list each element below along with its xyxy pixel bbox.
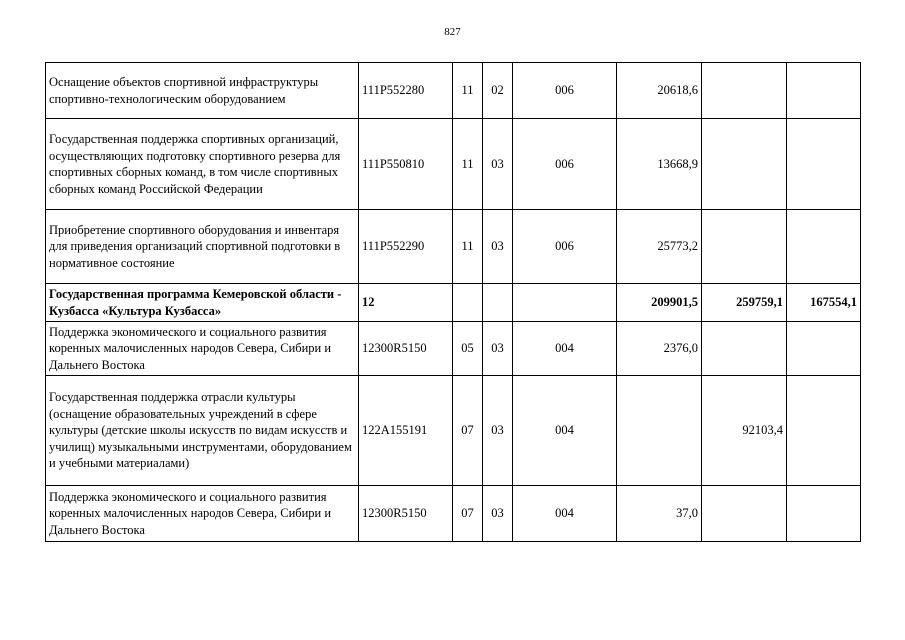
amount-2-cell [702, 210, 787, 284]
expense-type-cell: 006 [513, 119, 617, 210]
subsection-cell: 03 [483, 210, 513, 284]
subsection-cell: 03 [483, 119, 513, 210]
table-row [46, 322, 861, 376]
amount-2-cell [702, 486, 787, 542]
subsection-cell [483, 284, 513, 322]
table-row [46, 210, 861, 284]
amount-3-cell [787, 210, 861, 284]
amount-2-cell: 92103,4 [702, 376, 787, 486]
target-code-cell: 12 [359, 284, 453, 322]
amount-1-cell: 209901,5 [617, 284, 702, 322]
budget-table [45, 62, 861, 542]
target-code-cell: 111P552280 [359, 63, 453, 119]
amount-2-cell [702, 63, 787, 119]
table-row [46, 63, 861, 119]
amount-2-cell: 259759,1 [702, 284, 787, 322]
budget-table-body [46, 63, 861, 542]
program-name-cell: Приобретение спортивного оборудования и инвентаря для приведения организаций спортивной подготовки в нормативное состояние [46, 210, 359, 284]
target-code-cell: 12300R5150 [359, 322, 453, 376]
section-cell [453, 284, 483, 322]
expense-type-cell: 004 [513, 376, 617, 486]
expense-type-cell: 006 [513, 63, 617, 119]
target-code-cell: 122A155191 [359, 376, 453, 486]
table-row [46, 376, 861, 486]
amount-1-cell: 2376,0 [617, 322, 702, 376]
program-name-cell: Поддержка экономического и социального развития коренных малочисленных народов Севера, Сибири и Дальнего Востока [46, 486, 359, 542]
section-cell: 11 [453, 119, 483, 210]
expense-type-cell: 004 [513, 486, 617, 542]
amount-1-cell: 13668,9 [617, 119, 702, 210]
amount-3-cell [787, 376, 861, 486]
section-cell: 11 [453, 63, 483, 119]
target-code-cell: 12300R5150 [359, 486, 453, 542]
amount-1-cell: 25773,2 [617, 210, 702, 284]
amount-3-cell [787, 119, 861, 210]
table-row [46, 284, 861, 322]
expense-type-cell: 006 [513, 210, 617, 284]
expense-type-cell [513, 284, 617, 322]
section-cell: 11 [453, 210, 483, 284]
amount-2-cell [702, 322, 787, 376]
program-name-cell: Государственная поддержка спортивных организаций, осуществляющих подготовку спортивного резерва для спортивных сборных команд, в том числе спортивных сборных команд Российской Федерации [46, 119, 359, 210]
target-code-cell: 111P550810 [359, 119, 453, 210]
program-name-cell: Государственная поддержка отрасли культуры (оснащение образовательных учреждений в сфере культуры (детские школы искусств по видам искусств и училищ) музыкальными инструментами, оборудованием и учебными материалами) [46, 376, 359, 486]
page-number: 827 [444, 26, 461, 38]
table-row [46, 486, 861, 542]
program-name-cell: Оснащение объектов спортивной инфраструктуры спортивно-технологическим оборудованием [46, 63, 359, 119]
program-name-cell: Государственная программа Кемеровской области - Кузбасса «Культура Кузбасса» [46, 284, 359, 322]
amount-1-cell: 20618,6 [617, 63, 702, 119]
amount-2-cell [702, 119, 787, 210]
target-code-cell: 111P552290 [359, 210, 453, 284]
subsection-cell: 02 [483, 63, 513, 119]
section-cell: 05 [453, 322, 483, 376]
amount-3-cell: 167554,1 [787, 284, 861, 322]
program-name-cell: Поддержка экономического и социального развития коренных малочисленных народов Севера, Сибири и Дальнего Востока [46, 322, 359, 376]
expense-type-cell: 004 [513, 322, 617, 376]
section-cell: 07 [453, 486, 483, 542]
table-row [46, 119, 861, 210]
subsection-cell: 03 [483, 376, 513, 486]
amount-3-cell [787, 63, 861, 119]
subsection-cell: 03 [483, 322, 513, 376]
amount-1-cell [617, 376, 702, 486]
amount-3-cell [787, 322, 861, 376]
amount-3-cell [787, 486, 861, 542]
amount-1-cell: 37,0 [617, 486, 702, 542]
section-cell: 07 [453, 376, 483, 486]
subsection-cell: 03 [483, 486, 513, 542]
